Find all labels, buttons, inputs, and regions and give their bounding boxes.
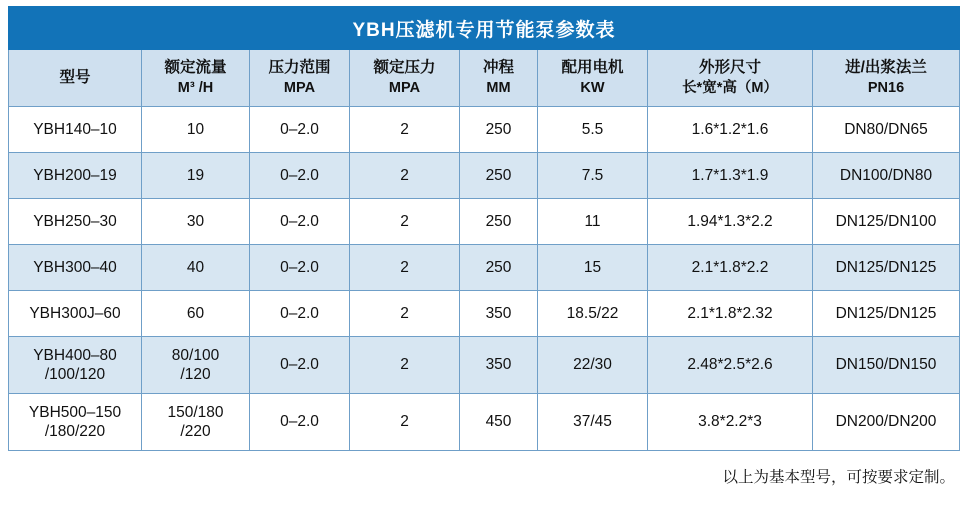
cell-flange: DN125/DN125: [813, 291, 960, 337]
header-rated-pressure-sub: MPA: [388, 79, 421, 96]
cell-motor: 22/30: [538, 337, 648, 394]
cell-motor: 7.5: [538, 153, 648, 199]
header-flow-main: 额定流量: [164, 58, 227, 76]
table-footnote: 以上为基本型号，可按要求定制。: [722, 469, 955, 486]
header-model: [9, 50, 142, 107]
table-row: [9, 245, 960, 291]
cell-stroke: 250: [460, 199, 538, 245]
table-row: [9, 394, 960, 451]
cell-rated-pressure: 2: [350, 107, 460, 153]
cell-pressure-range: 0–2.0: [250, 245, 350, 291]
cell-model: YBH300J–60: [9, 291, 142, 337]
table-row: [9, 337, 960, 394]
header-motor: [538, 50, 648, 107]
cell-dimensions: 1.7*1.3*1.9: [648, 153, 813, 199]
cell-rated-pressure: 2: [350, 394, 460, 451]
header-model-main: 型号: [59, 68, 91, 86]
cell-flow: 80/100 /120: [142, 337, 250, 394]
table-header-row: [9, 50, 960, 107]
cell-dimensions: 1.6*1.2*1.6: [648, 107, 813, 153]
cell-stroke: 450: [460, 394, 538, 451]
cell-model: YBH400–80 /100/120: [9, 337, 142, 394]
cell-pressure-range: 0–2.0: [250, 199, 350, 245]
header-rated-pressure: [350, 50, 460, 107]
cell-rated-pressure: 2: [350, 245, 460, 291]
cell-dimensions: 3.8*2.2*3: [648, 394, 813, 451]
cell-flow: 30: [142, 199, 250, 245]
cell-dimensions: 1.94*1.3*2.2: [648, 199, 813, 245]
header-dimensions-sub: 长*宽*高（M）: [682, 79, 778, 96]
header-dimensions-main: 外形尺寸: [698, 58, 761, 76]
cell-dimensions: 2.1*1.8*2.32: [648, 291, 813, 337]
header-motor-sub: KW: [580, 79, 605, 96]
table-row: [9, 291, 960, 337]
cell-motor: 11: [538, 199, 648, 245]
header-stroke-sub: MM: [486, 79, 511, 96]
cell-rated-pressure: 2: [350, 291, 460, 337]
cell-model: YBH250–30: [9, 199, 142, 245]
cell-flange: DN200/DN200: [813, 394, 960, 451]
cell-flange: DN100/DN80: [813, 153, 960, 199]
header-stroke-main: 冲程: [482, 58, 514, 76]
cell-rated-pressure: 2: [350, 199, 460, 245]
cell-pressure-range: 0–2.0: [250, 337, 350, 394]
cell-flow: 40: [142, 245, 250, 291]
header-stroke: [460, 50, 538, 107]
table-row: [9, 107, 960, 153]
cell-stroke: 350: [460, 291, 538, 337]
header-pressure-range-sub: MPA: [283, 79, 316, 96]
table-row: [9, 199, 960, 245]
cell-motor: 37/45: [538, 394, 648, 451]
cell-flange: DN150/DN150: [813, 337, 960, 394]
cell-model: YBH200–19: [9, 153, 142, 199]
cell-motor: 5.5: [538, 107, 648, 153]
cell-dimensions: 2.1*1.8*2.2: [648, 245, 813, 291]
cell-pressure-range: 0–2.0: [250, 291, 350, 337]
cell-pressure-range: 0–2.0: [250, 153, 350, 199]
cell-pressure-range: 0–2.0: [250, 394, 350, 451]
cell-model: YBH300–40: [9, 245, 142, 291]
cell-rated-pressure: 2: [350, 153, 460, 199]
cell-flow: 10: [142, 107, 250, 153]
cell-flange: DN80/DN65: [813, 107, 960, 153]
header-pressure-range-main: 压力范围: [268, 58, 331, 76]
cell-flow: 60: [142, 291, 250, 337]
table-row: [9, 153, 960, 199]
cell-motor: 18.5/22: [538, 291, 648, 337]
table-title-row: [9, 7, 960, 50]
header-pressure-range: [250, 50, 350, 107]
cell-stroke: 250: [460, 107, 538, 153]
cell-model: YBH500–150 /180/220: [9, 394, 142, 451]
cell-flange: DN125/DN100: [813, 199, 960, 245]
header-motor-main: 配用电机: [561, 58, 624, 76]
cell-flow: 19: [142, 153, 250, 199]
cell-dimensions: 2.48*2.5*2.6: [648, 337, 813, 394]
cell-stroke: 350: [460, 337, 538, 394]
cell-model: YBH140–10: [9, 107, 142, 153]
cell-pressure-range: 0–2.0: [250, 107, 350, 153]
header-flow: [142, 50, 250, 107]
header-rated-pressure-main: 额定压力: [373, 58, 436, 76]
pump-spec-table: [8, 6, 960, 451]
header-flange-sub: PN16: [867, 79, 905, 96]
cell-flow: 150/180 /220: [142, 394, 250, 451]
cell-stroke: 250: [460, 245, 538, 291]
header-flange-main: 进/出浆法兰: [845, 58, 927, 76]
header-flow-sub: M³ /H: [177, 79, 214, 96]
header-dimensions: [648, 50, 813, 107]
cell-rated-pressure: 2: [350, 337, 460, 394]
cell-stroke: 250: [460, 153, 538, 199]
table-title: YBH压滤机专用节能泵参数表: [9, 7, 960, 50]
cell-flange: DN125/DN125: [813, 245, 960, 291]
header-flange: [813, 50, 960, 107]
cell-motor: 15: [538, 245, 648, 291]
